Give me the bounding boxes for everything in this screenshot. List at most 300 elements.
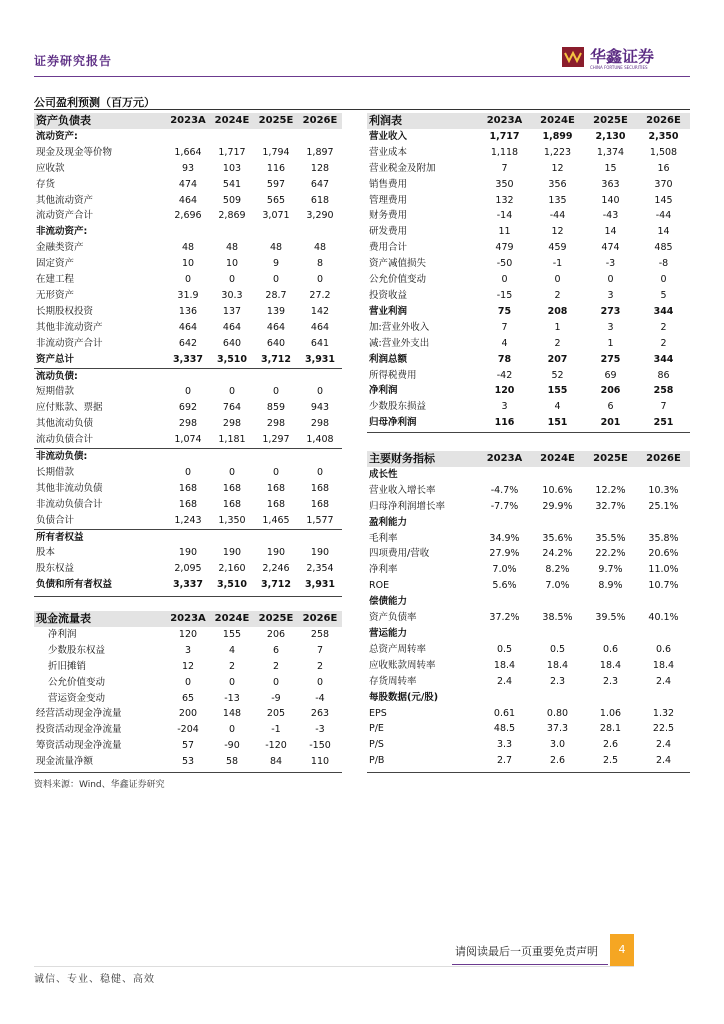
row-value: 1,223	[543, 146, 572, 158]
row-value	[531, 626, 584, 642]
row-value: 0	[272, 466, 280, 478]
row-value: 1,243	[174, 514, 202, 526]
row-value: 640	[222, 337, 242, 349]
disclaimer-link[interactable]: 请阅读最后一页重要免责声明	[455, 945, 598, 958]
table-row	[367, 145, 690, 161]
table-row	[34, 432, 342, 448]
row-value: 18.4	[599, 659, 622, 671]
section-divider	[34, 109, 690, 110]
page-number: 4	[618, 943, 626, 956]
table-row	[367, 272, 690, 288]
row-value: 642	[178, 337, 198, 349]
row-value: 2.7	[496, 755, 513, 767]
row-label: 其他流动资产	[36, 194, 94, 206]
table-row	[34, 529, 342, 545]
table-row	[34, 288, 342, 304]
year-header: 2025E	[584, 451, 637, 467]
row-value: 2.4	[655, 755, 672, 767]
row-value: 0	[501, 274, 508, 286]
row-value: 464	[310, 321, 330, 333]
row-value: 10	[225, 258, 239, 270]
row-value: 84	[269, 756, 283, 768]
row-value: 0.61	[493, 707, 516, 719]
row-value: 1	[607, 337, 614, 349]
row-value: 103	[222, 162, 242, 174]
row-label: 营业收入增长率	[369, 484, 436, 496]
row-label: 长期股权投资	[36, 305, 94, 317]
row-value: -4	[315, 692, 325, 704]
row-value: 12	[181, 660, 195, 672]
row-value: -13	[224, 692, 240, 704]
row-value: 1,074	[174, 434, 202, 446]
table-row	[367, 562, 690, 578]
table-row	[367, 737, 690, 753]
row-value	[254, 224, 298, 240]
row-label: P/B	[369, 755, 385, 767]
table-row	[367, 208, 690, 224]
row-value: 0	[272, 676, 280, 688]
row-value: 208	[547, 305, 568, 317]
row-value: 0.5	[549, 643, 566, 655]
row-label: 营业收入	[369, 130, 408, 142]
row-value: 3	[607, 321, 614, 333]
row-value	[478, 690, 531, 706]
table-row	[34, 129, 342, 145]
row-value: 2	[228, 660, 236, 672]
row-value: 5	[660, 289, 667, 301]
row-value: 14	[604, 226, 617, 238]
row-label: 销售费用	[369, 178, 408, 190]
row-value: 764	[222, 402, 242, 414]
row-label: P/E	[369, 723, 384, 735]
row-value: 2,160	[218, 563, 246, 575]
table-row	[34, 627, 342, 643]
row-label: 在建工程	[36, 274, 75, 286]
row-value: 205	[266, 708, 286, 720]
table-row	[367, 240, 690, 256]
row-value: 0	[184, 386, 192, 398]
row-value: 464	[222, 321, 242, 333]
row-value: 40.1%	[648, 612, 679, 624]
row-label: 应收款	[36, 162, 65, 174]
table-row	[34, 497, 342, 513]
row-value: 0	[316, 466, 324, 478]
row-value: 2,354	[306, 563, 334, 575]
row-value: 0	[184, 274, 192, 286]
row-label: 营业税金及附加	[369, 162, 436, 174]
row-value: -42	[496, 369, 513, 381]
table-header-row	[367, 451, 690, 467]
row-value: 0	[228, 724, 236, 736]
row-value	[254, 449, 298, 465]
row-value: 4	[501, 337, 508, 349]
row-label: 非流动资产:	[36, 226, 88, 238]
row-label: 短期借款	[36, 386, 75, 398]
row-value: 2.6	[602, 739, 619, 751]
row-value	[531, 690, 584, 706]
row-value: 1,664	[174, 146, 202, 158]
row-label: 净利润	[48, 628, 77, 640]
row-label: 资产负债率	[369, 612, 417, 624]
table-row	[367, 352, 690, 368]
row-value	[531, 515, 584, 531]
row-value	[210, 129, 254, 145]
row-value	[584, 690, 637, 706]
row-value: -120	[265, 740, 287, 752]
row-label: 流动负债:	[34, 368, 166, 384]
table-row	[34, 240, 342, 256]
row-value: 2	[554, 289, 561, 301]
table-row	[34, 577, 342, 593]
row-value	[478, 467, 531, 483]
row-value: 1,350	[218, 514, 246, 526]
row-value: -44	[549, 210, 566, 222]
row-value: 641	[310, 337, 330, 349]
row-value: 207	[547, 353, 568, 365]
row-value: 3	[501, 401, 508, 413]
table-row	[34, 754, 342, 770]
row-label: 少数股东权益	[48, 644, 106, 656]
source-note: 资料来源：Wind、华鑫证券研究	[34, 780, 165, 790]
row-value: -50	[496, 258, 513, 270]
row-value: 35.8%	[648, 532, 679, 544]
row-value	[254, 368, 298, 384]
income-statement-table	[367, 113, 690, 431]
year-header: 2025E	[254, 113, 298, 129]
row-value: 1.32	[652, 707, 675, 719]
row-label: 加:营业外收入	[369, 321, 430, 333]
row-label: 金融类资产	[36, 242, 84, 254]
row-value: 110	[310, 756, 330, 768]
row-value: 8.2%	[545, 564, 570, 576]
row-value: 48	[181, 242, 195, 254]
row-value: 859	[266, 402, 286, 414]
row-value: 11	[498, 226, 511, 238]
row-value: 48	[269, 242, 283, 254]
row-value: -204	[177, 724, 199, 736]
row-value: 120	[494, 385, 515, 397]
table-row	[367, 483, 690, 499]
row-value: 38.5%	[542, 612, 573, 624]
row-value: 2,130	[595, 130, 626, 142]
year-header: 2024E	[210, 611, 254, 627]
row-value: 0	[228, 274, 236, 286]
row-value: 370	[654, 178, 673, 190]
row-value: 1,897	[306, 146, 334, 158]
footer-divider	[34, 966, 634, 967]
year-header: 2026E	[298, 113, 342, 129]
row-value: 1,181	[218, 434, 246, 446]
table-row	[34, 545, 342, 561]
row-value	[584, 626, 637, 642]
row-value: 1.06	[599, 707, 622, 719]
row-value: 2,246	[262, 563, 290, 575]
year-header: 2023A	[166, 113, 210, 129]
row-value: 140	[601, 194, 620, 206]
row-value: 692	[178, 402, 198, 414]
row-label: 营运能力	[369, 627, 408, 639]
table-row	[34, 675, 342, 691]
row-value: 136	[178, 305, 198, 317]
row-value: 190	[310, 547, 330, 559]
row-value: 0	[272, 386, 280, 398]
key-ratios-bottom-rule	[367, 772, 690, 773]
table-row	[34, 336, 342, 352]
row-value: 0	[316, 676, 324, 688]
row-value: 350	[495, 178, 514, 190]
table-row	[34, 691, 342, 707]
table-row	[367, 288, 690, 304]
row-value: 145	[654, 194, 673, 206]
table-row	[367, 129, 690, 145]
table-row	[34, 193, 342, 209]
header-divider	[34, 76, 690, 77]
row-value: 18.4	[493, 659, 516, 671]
row-label: 流动资产合计	[36, 210, 94, 222]
row-value: 2.4	[496, 675, 513, 687]
table-row	[34, 368, 342, 384]
row-value: 16	[657, 162, 670, 174]
row-value: -7.7%	[490, 500, 519, 512]
row-value	[531, 594, 584, 610]
row-value: -4.7%	[490, 484, 519, 496]
row-value: 298	[310, 418, 330, 430]
table-row	[367, 610, 690, 626]
row-label: 投资活动现金净流量	[36, 724, 122, 736]
row-value: 1,899	[542, 130, 573, 142]
row-label: 非流动负债:	[34, 449, 166, 465]
row-value: 142	[310, 305, 330, 317]
row-label: 每股数据(元/股)	[369, 691, 439, 703]
row-value: 3,931	[304, 579, 336, 591]
row-value: 3,071	[262, 210, 290, 222]
row-value: 509	[222, 194, 242, 206]
row-value: 27.9%	[489, 548, 520, 560]
row-value: 190	[178, 547, 198, 559]
row-value: 10	[181, 258, 195, 270]
table-row	[367, 336, 690, 352]
row-value: 48	[225, 242, 239, 254]
row-value: 5.6%	[492, 580, 517, 592]
row-value: 11.0%	[648, 564, 679, 576]
row-value: 541	[222, 178, 242, 190]
row-value: 258	[310, 628, 330, 640]
row-value: 10.7%	[648, 580, 679, 592]
table-row	[367, 690, 690, 706]
row-value: 0.80	[546, 707, 569, 719]
table-title: 资产负债表	[34, 113, 166, 129]
row-value: 18.4	[652, 659, 675, 671]
row-value: 4	[228, 644, 236, 656]
row-value: -14	[496, 210, 513, 222]
row-label: P/S	[369, 739, 384, 751]
row-label: 存货周转率	[369, 675, 417, 687]
row-value: 1	[554, 321, 561, 333]
row-value: 18.4	[546, 659, 569, 671]
row-label: 财务费用	[369, 210, 408, 222]
table-row	[367, 161, 690, 177]
row-value: 9	[272, 258, 280, 270]
row-label: 无形资产	[36, 289, 75, 301]
row-value: -3	[315, 724, 325, 736]
row-label: 偿债能力	[369, 596, 408, 608]
row-value: 3,337	[172, 353, 204, 365]
table-row	[34, 706, 342, 722]
row-value: 31.9	[177, 289, 199, 301]
row-value: 168	[310, 498, 330, 510]
table-row	[367, 399, 690, 415]
row-value	[254, 129, 298, 145]
row-value: 275	[600, 353, 621, 365]
row-value: 155	[222, 628, 242, 640]
row-value: 2	[554, 337, 561, 349]
row-value: 597	[266, 178, 286, 190]
row-value: 2,350	[648, 130, 679, 142]
table-row	[34, 400, 342, 416]
row-value	[210, 368, 254, 384]
table-row	[367, 642, 690, 658]
row-value: -9	[271, 692, 281, 704]
row-value: 168	[222, 482, 242, 494]
row-value: 3,931	[304, 353, 336, 365]
row-label: 其他流动负债	[36, 418, 94, 430]
row-value	[637, 626, 690, 642]
row-value: 258	[653, 385, 674, 397]
cash-flow-table	[34, 611, 342, 770]
row-value: 647	[310, 178, 330, 190]
row-value: 1,794	[262, 146, 290, 158]
row-value: 116	[494, 417, 515, 429]
row-value	[166, 224, 210, 240]
row-value	[637, 594, 690, 610]
row-value: 25.1%	[648, 500, 679, 512]
table-row	[34, 352, 342, 368]
table-row	[367, 706, 690, 722]
row-value: 151	[547, 417, 568, 429]
row-value: 168	[266, 498, 286, 510]
row-value	[210, 224, 254, 240]
row-label: 利润总额	[369, 353, 408, 365]
table-row	[367, 415, 690, 431]
table-row	[34, 320, 342, 336]
row-value	[298, 129, 342, 145]
row-label: 少数股东损益	[369, 401, 427, 413]
row-value: 3,337	[172, 579, 204, 591]
row-value	[298, 449, 342, 465]
row-value: 3,712	[260, 579, 292, 591]
row-value: 22.2%	[595, 548, 626, 560]
table-title: 利润表	[367, 113, 478, 129]
row-value: 0	[228, 466, 236, 478]
row-value: 2	[660, 321, 667, 333]
row-value: 24.2%	[542, 548, 573, 560]
row-value: 86	[657, 369, 670, 381]
row-value: 14	[657, 226, 670, 238]
year-header: 2025E	[584, 113, 637, 129]
table-title: 现金流量表	[34, 611, 166, 627]
row-value: 0.6	[655, 643, 672, 655]
row-value: -90	[224, 740, 240, 752]
row-value: 3,290	[306, 210, 334, 222]
table-row	[34, 177, 342, 193]
row-value: 3	[607, 289, 614, 301]
row-value	[166, 529, 210, 545]
row-value: 116	[266, 162, 286, 174]
row-value: 29.9%	[542, 500, 573, 512]
year-header: 2024E	[531, 113, 584, 129]
row-value	[637, 690, 690, 706]
row-value: 1,508	[649, 146, 678, 158]
row-value: 7	[316, 644, 324, 656]
row-value: 8	[316, 258, 324, 270]
table-header-row	[367, 113, 690, 129]
row-label: 折旧摊销	[48, 660, 87, 672]
row-value: 0	[184, 676, 192, 688]
row-value: 1,577	[306, 514, 334, 526]
row-label: 应付账款、票据	[36, 402, 103, 414]
row-value	[584, 594, 637, 610]
row-value: 363	[601, 178, 620, 190]
row-label: 净利润	[369, 385, 398, 397]
row-value: 0	[316, 386, 324, 398]
row-value: 464	[266, 321, 286, 333]
table-row	[34, 272, 342, 288]
row-value	[637, 515, 690, 531]
section-title: 公司盈利预测（百万元）	[34, 96, 155, 109]
row-value: 48	[313, 242, 327, 254]
row-value	[166, 129, 210, 145]
row-value: 474	[178, 178, 198, 190]
row-label: 筹资活动现金净流量	[36, 740, 122, 752]
row-value: 22.5	[652, 723, 675, 735]
row-value	[166, 449, 210, 465]
row-label: 现金及现金等价物	[36, 146, 113, 158]
table-row	[367, 177, 690, 193]
company-logo	[562, 44, 682, 74]
table-row	[34, 561, 342, 577]
row-value: 3,510	[216, 353, 248, 365]
table-row	[367, 515, 690, 531]
row-value: 0	[272, 274, 280, 286]
table-row	[367, 304, 690, 320]
key-ratios-table	[367, 451, 690, 769]
table-row	[34, 465, 342, 481]
row-value: 7	[660, 401, 667, 413]
table-row	[34, 449, 342, 465]
row-value: -150	[309, 740, 331, 752]
row-value: 27.2	[309, 289, 331, 301]
row-value: 37.2%	[489, 612, 520, 624]
row-value: 2	[316, 660, 324, 672]
table-row	[34, 161, 342, 177]
year-header: 2023A	[478, 451, 531, 467]
row-value: 78	[497, 353, 512, 365]
row-label: 应收账款周转率	[369, 659, 436, 671]
row-value	[298, 529, 342, 545]
row-label: 成长性	[369, 468, 398, 480]
row-value: 12.2%	[595, 484, 626, 496]
row-label: 存货	[36, 178, 56, 190]
table-row	[34, 659, 342, 675]
row-label: 费用合计	[369, 242, 408, 254]
row-value: 298	[266, 418, 286, 430]
row-label: 流动资产:	[36, 130, 78, 142]
row-label: 资产总计	[36, 353, 75, 365]
row-label: 营运资金变动	[48, 692, 106, 704]
row-value: 7.0%	[545, 580, 570, 592]
row-value: -1	[271, 724, 281, 736]
row-value: 1,374	[596, 146, 625, 158]
